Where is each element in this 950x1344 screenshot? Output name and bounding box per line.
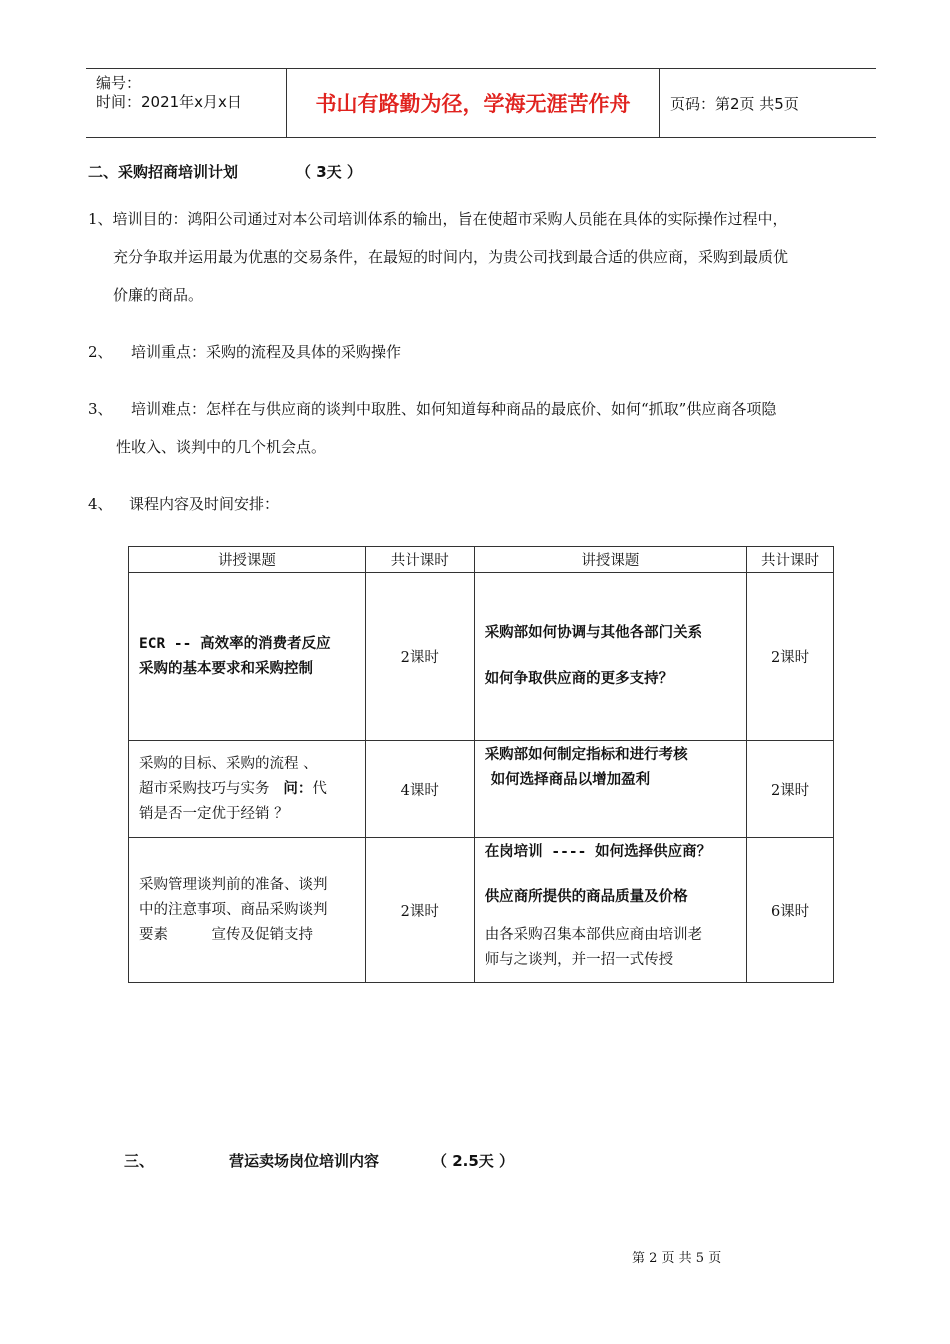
row2-left-hours: 4课时 — [365, 741, 474, 838]
row2-left-question: 问： — [283, 780, 313, 797]
table-header-row — [129, 547, 834, 573]
row1-right-topic — [474, 573, 746, 741]
item1-line3: 价廉的商品。 — [113, 286, 204, 304]
page-footer: 第 2 页 共 5 页 — [632, 1251, 722, 1266]
row3-right-topic — [474, 838, 746, 983]
row2-right-line1: 采购部如何制定指标和进行考核 — [484, 747, 688, 763]
row2-right-hours: 2课时 — [747, 741, 834, 838]
section3-title: 营运卖场岗位培训内容 — [229, 1152, 380, 1170]
row3-right-line3: 由各采购召集本部供应商由培训老 — [484, 927, 703, 943]
row3-left-line1: 采购管理谈判前的准备、谈判 — [139, 876, 328, 893]
item3-line1: 培训难点：怎样在与供应商的谈判中取胜、如何知道每种商品的最底价、如何“抓取”供应商各项隐 — [131, 400, 777, 418]
table-row — [129, 741, 834, 838]
row1-left-hours: 2课时 — [365, 573, 474, 741]
row1-right-line2: 如何争取供应商的更多支持？ — [484, 671, 674, 687]
row2-right-topic — [474, 741, 746, 838]
row2-right-line2: 如何选择商品以增加盈利 — [490, 772, 651, 788]
section3-number: 三、 — [124, 1152, 155, 1170]
row1-right-hours: 2课时 — [747, 573, 834, 741]
row3-right-line2: 供应商所提供的商品质量及价格 — [484, 889, 688, 905]
row3-left-line3: 要素 宣传及促销支持 — [139, 926, 313, 943]
page-header — [86, 68, 876, 138]
item1-line2: 充分争取并运用最为优惠的交易条件，在最短的时间内，为贵公司找到最合适的供应商，采购到最质优 — [113, 248, 789, 266]
item3-number: 3、 — [88, 400, 113, 418]
row2-left-line3: 销是否一定优于经销 ？ — [139, 805, 289, 822]
row1-left-line1: ECR -- 高效率的消费者反应 — [139, 635, 331, 652]
header-page-label: 页码：第2页 共5页 — [670, 94, 799, 113]
section2-title: 二、采购招商培训计划 — [88, 163, 239, 181]
row1-left-line2: 采购的基本要求和采购控制 — [139, 660, 313, 677]
header-topic-1: 讲授课题 — [129, 547, 366, 573]
row2-left-line2 — [139, 777, 355, 802]
item4-text: 课程内容及时间安排： — [129, 495, 280, 513]
row1-right-line1: 采购部如何协调与其他各部门关系 — [484, 625, 703, 641]
row1-left-topic — [129, 573, 366, 741]
row3-right-hours: 6课时 — [747, 838, 834, 983]
header-hours-1: 共计课时 — [365, 547, 474, 573]
header-meta — [86, 69, 286, 137]
table-row — [129, 573, 834, 741]
item1-line1: 1、培训目的：鸿阳公司通过对本公司培训体系的输出，旨在使超市采购人员能在具体的实际操作过程中， — [88, 210, 788, 228]
row3-right-line4: 师与之谈判，并一招一式传授 — [484, 952, 674, 968]
section3-days: （ 2.5天 ） — [432, 1152, 515, 1170]
course-table — [128, 546, 834, 983]
time-label: 时间：2021年x月x日 — [96, 93, 242, 111]
row3-left-topic — [129, 838, 366, 983]
row2-left-topic — [129, 741, 366, 838]
header-hours-2: 共计课时 — [747, 547, 834, 573]
section2-days: （ 3天 ） — [296, 163, 362, 181]
row3-right-line1: 在岗培训 ---- 如何选择供应商？ — [484, 844, 712, 860]
item2-text: 培训重点：采购的流程及具体的采购操作 — [131, 343, 402, 361]
row3-left-line2: 中的注意事项、商品采购谈判 — [139, 901, 328, 918]
item3-line2: 性收入、谈判中的几个机会点。 — [116, 438, 327, 456]
header-motto: 书山有路勤为径，学海无涯苦作舟 — [286, 69, 660, 137]
number-label: 编号： — [96, 74, 142, 92]
item2-number: 2、 — [88, 343, 113, 361]
row2-left-line2c: 代 — [312, 780, 327, 797]
row2-left-line1: 采购的目标、采购的流程 、 — [139, 755, 318, 772]
row2-left-line2a: 超市采购技巧与实务 — [139, 780, 270, 797]
table-row — [129, 838, 834, 983]
item4-number: 4、 — [88, 495, 113, 513]
header-topic-2: 讲授课题 — [474, 547, 746, 573]
row3-left-hours: 2课时 — [365, 838, 474, 983]
